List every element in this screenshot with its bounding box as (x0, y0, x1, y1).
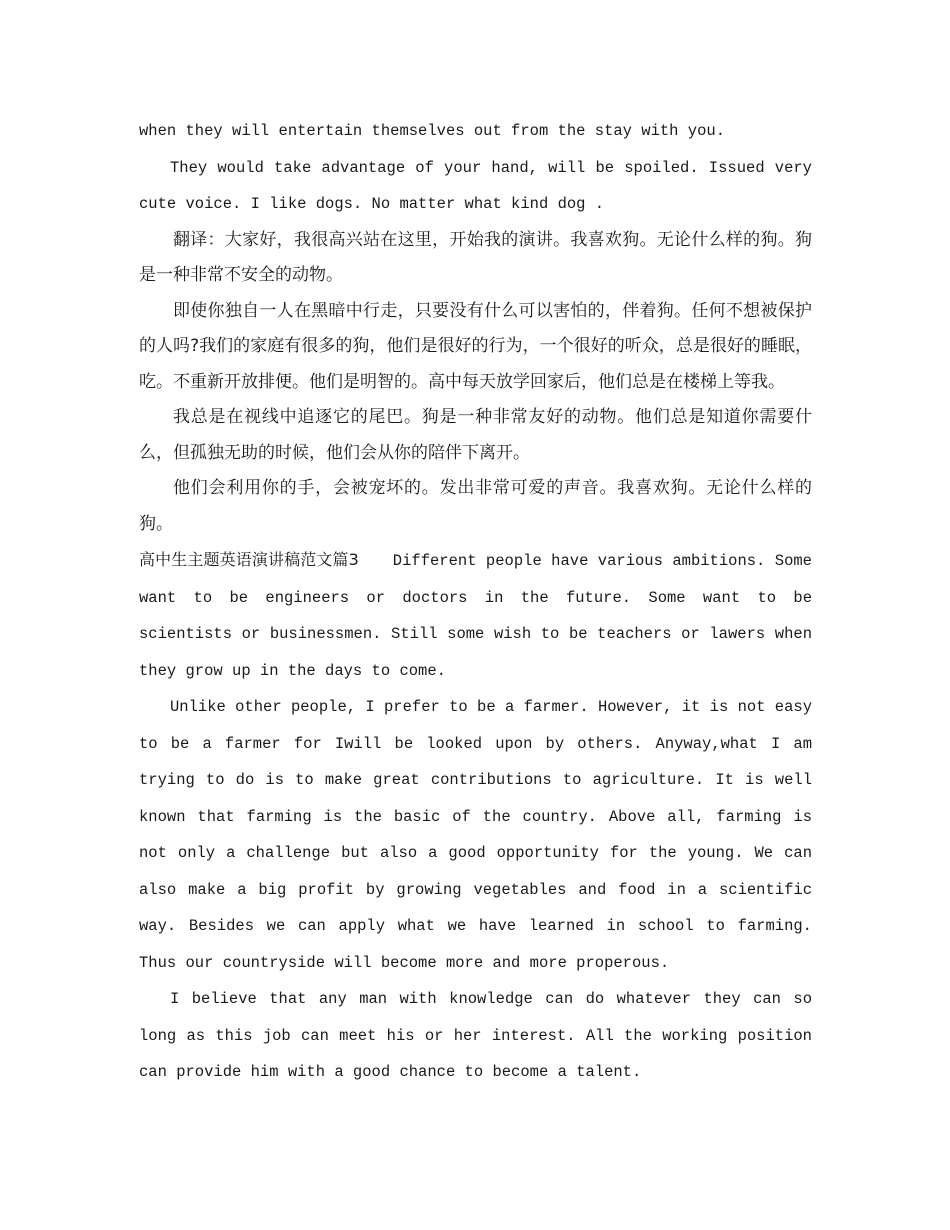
paragraph-4: 即使你独自一人在黑暗中行走，只要没有什么可以害怕的，伴着狗。任何不想被保护的人吗?我们的家庭有很多的狗，他们是很好的行为，一个很好的听众，总是很好的睡眠，吃。不重新开放排便。他们是明智的。高中每天放学回家后，他们总是在楼梯上等我。 (139, 300, 812, 392)
section-heading: 高中生主题英语演讲稿范文篇3 (139, 550, 359, 569)
section-paragraph-3: I believe that any man with knowledge can do whatever they can so long as this job can meet his or her interest. All the working position can provide him with a good chance to become a talent. (139, 990, 812, 1081)
section-first-text: Different people have various ambitions. Some want to be engineers or doctors in the future. Some want to be scientists or businessmen. Still some wish to be teachers or lawers when they grow up in the days to come. (139, 552, 812, 680)
paragraph-2: They would take advantage of your hand, will be spoiled. Issued very cute voice. I like dogs. No matter what kind dog . (139, 158, 812, 213)
paragraph-3-translation: 翻译：大家好，我很高兴站在这里，开始我的演讲。我喜欢狗。无论什么样的狗。狗是一种非常不安全的动物。 (139, 229, 812, 285)
section-paragraph-2: Unlike other people, I prefer to be a farmer. However, it is not easy to be a farmer for Iwill be looked upon by others. Anyway,what I am trying to do is to make great contributions to agriculture. It is well known that farming is the basic of the country. Above all, farming is not only a challenge but also a good opportunity for the young. We can also make a big profit by growing vegetables and food in a scientific way. Besides we can apply what we have learned in school to farming. Thus our countryside will become more and more properous. (139, 698, 812, 972)
paragraph-5: 我总是在视线中追逐它的尾巴。狗是一种非常友好的动物。他们总是知道你需要什么，但孤独无助的时候，他们会从你的陪伴下离开。 (139, 407, 812, 463)
paragraph-6: 他们会利用你的手，会被宠坏的。发出非常可爱的声音。我喜欢狗。无论什么样的狗。 (139, 478, 812, 534)
section-first-paragraph (139, 542, 812, 689)
paragraph-1: when they will entertain themselves out from the stay with you. (139, 122, 725, 140)
document-page (139, 113, 812, 1091)
